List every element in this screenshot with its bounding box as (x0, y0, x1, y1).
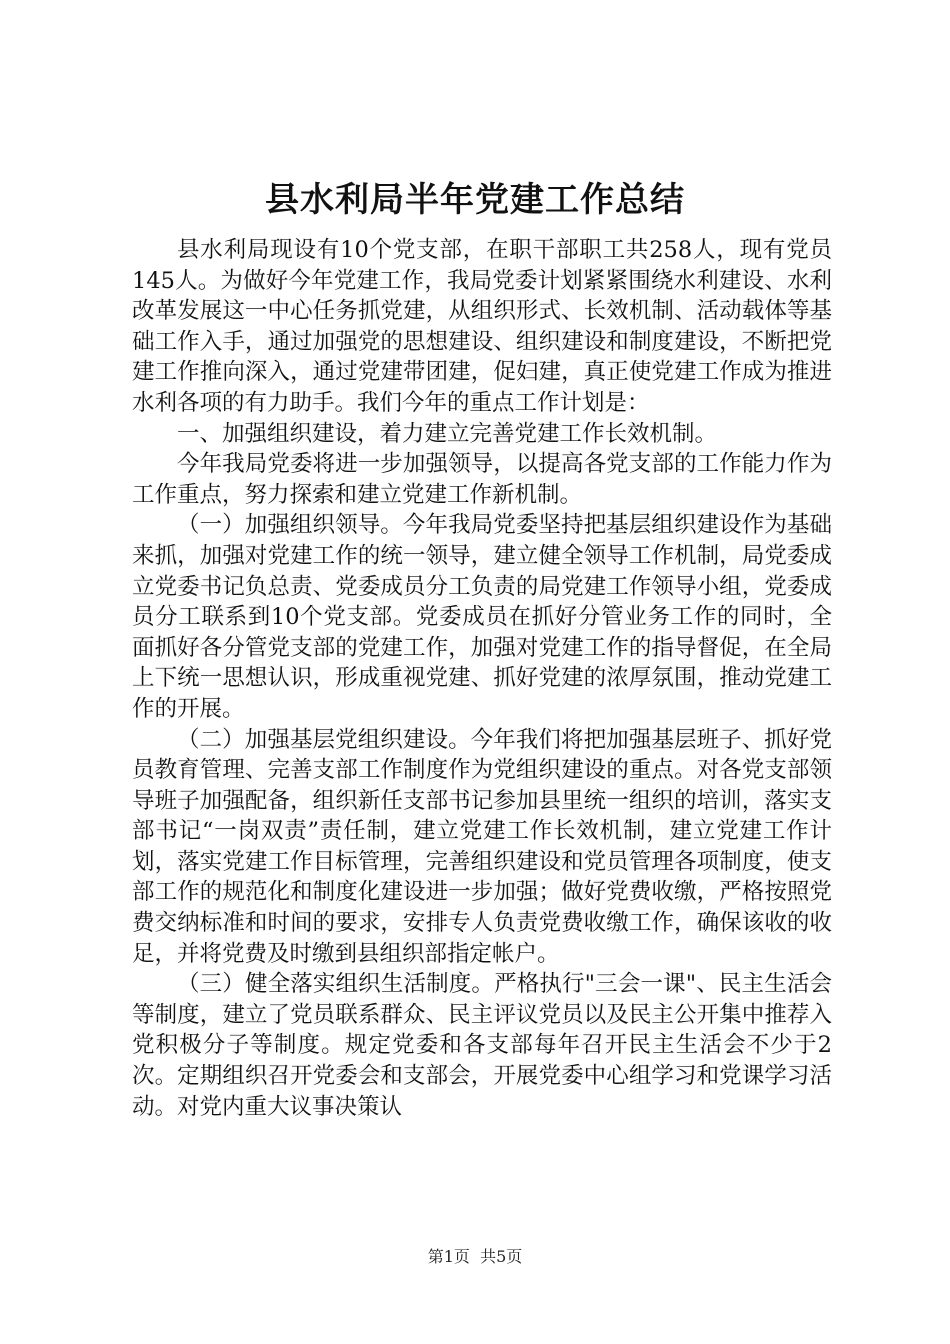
paragraph-item-1: （一）加强组织领导。今年我局党委坚持把基层组织建设作为基础来抓，加强对党建工作的统一领导，建立健全领导工作机制，局党委成立党委书记负总责、党委成员分工负责的局党建工作领导小组，党委成员分工联系到10个党支部。党委成员在抓好分管业务工作的同时，全面抓好各分管党支部的党建工作，加强对党建工作的指导督促，在全局上下统一思想认识，形成重视党建、抓好党建的浓厚氛围，推动党建工作的开展。 (132, 512, 832, 722)
paragraph-section-1: 今年我局党委将进一步加强领导，以提高各党支部的工作能力作为工作重点，努力探索和建立党建工作新机制。 (132, 451, 832, 508)
paragraph-item-3: （三）健全落实组织生活制度。严格执行"三会一课"、民主生活会等制度，建立了党员联系群众、民主评议党员以及民主公开集中推荐入党积极分子等制度。规定党委和各支部每年召开民主生活会不少于2次。定期组织召开党委会和支部会，开展党委中心组学习和党课学习活动。对党内重大议事决策认 (132, 971, 832, 1120)
paragraph-intro: 县水利局现设有10个党支部，在职干部职工共258人，现有党员145人。为做好今年党建工作，我局党委计划紧紧围绕水利建设、水利改革发展这一中心任务抓党建，从组织形式、长效机制、活动载体等基础工作入手，通过加强党的思想建设、组织建设和制度建设，不断把党建工作推向深入，通过党建带团建，促妇建，真正使党建工作成为推进水利各项的有力助手。我们今年的重点工作计划是： (132, 237, 832, 416)
page-total: 共5页 (480, 1247, 523, 1266)
page-footer (0, 1244, 950, 1267)
page-number: 第1页 (427, 1247, 470, 1266)
document-title: 县水利局半年党建工作总结 (265, 180, 685, 220)
document-body (132, 235, 832, 1122)
section-heading-1: 一、加强组织建设，着力建立完善党建工作长效机制。 (177, 420, 718, 447)
paragraph-item-2: （二）加强基层党组织建设。今年我们将把加强基层班子、抓好党员教育管理、完善支部工作制度作为党组织建设的重点。对各党支部领导班子加强配备，组织新任支部书记参加县里统一组织的培训，落实支部书记“一岗双责”责任制，建立党建工作长效机制，建立党建工作计划，落实党建工作目标管理，完善组织建设和党员管理各项制度，使支部工作的规范化和制度化建设进一步加强；做好党费收缴，严格按照党费交纳标准和时间的要求，安排专人负责党费收缴工作，确保该收的收足，并将党费及时缴到县组织部指定帐户。 (132, 726, 832, 967)
footer-spacer (470, 1247, 480, 1266)
